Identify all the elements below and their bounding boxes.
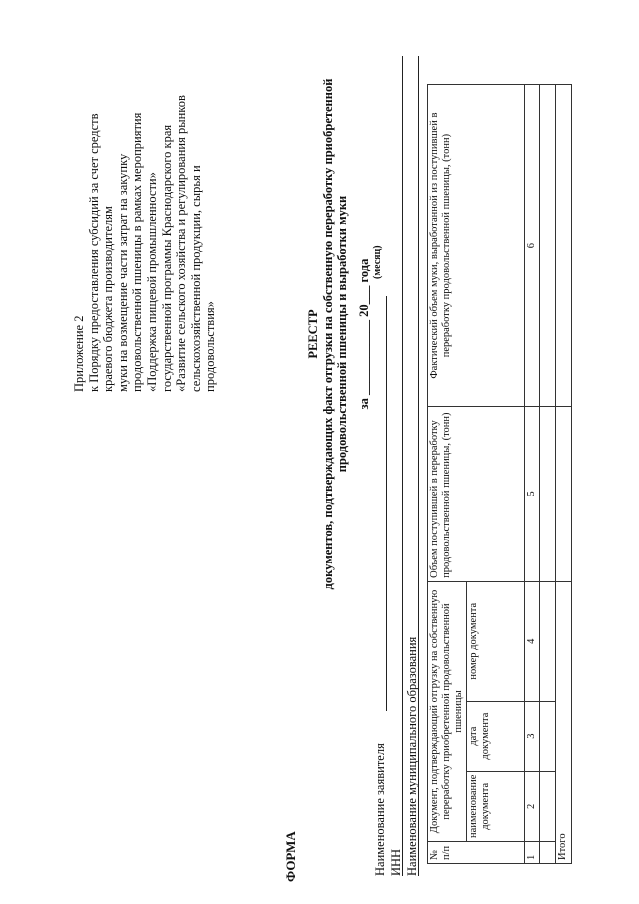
column-number: 4 [525,581,540,701]
document-title [306,14,350,654]
column-number: 5 [525,407,540,582]
header-num: № п/п [428,842,525,864]
total-actual [556,85,572,407]
appendix-line: к Порядку предоставления субсидий за счет средств [86,113,101,392]
appendix-line: «Развитие сельского хозяйства и регулирования рынков [174,95,189,392]
appendix-line: сельскохозяйственной продукции, сырья и [188,165,203,392]
table-cell [540,581,556,701]
column-number: 1 [525,842,540,864]
title-line: документов, подтверждающих факт отгрузки на собственную переработку приобретенной [320,78,335,590]
appendix-line: краевого бюджета производителям [101,206,116,392]
inn-field [389,849,404,876]
municipality-blank [418,56,419,876]
column-number: 6 [525,85,540,407]
applicant-blank [386,296,387,711]
appendix-line: продовольствия» [203,301,218,392]
appendix-block [72,92,218,392]
register-table [427,84,572,864]
appendix-line: муки на возмещение части затрат на закупку [115,153,130,392]
municipality-label: Наименование муниципального образования [405,636,419,876]
column-number: 2 [525,771,540,841]
table-cell [540,771,556,841]
total-label: Итого [556,581,572,863]
month-hint: (месяц) [372,245,383,279]
title-heading: РЕЕСТР [306,309,320,359]
appendix-line: Приложение 2 [72,315,86,392]
header-actual: Фактический объем муки, выработанной из поступившей в переработку продовольственной пшеницы, (тонн) [428,85,525,407]
column-number: 3 [525,701,540,771]
header-document-group: Документ, подтверждающий отгрузку на собственную переработку приобретенной продовольственной пшеницы [428,581,467,841]
applicant-field [373,743,388,876]
appendix-line: государственной программы Краснодарского края [159,124,174,392]
inn-blank [402,56,403,876]
table-cell [540,842,556,864]
appendix-line: продовольственной пшеницы в рамках мероприятия [130,112,145,392]
total-volume [556,407,572,582]
inn-label: ИНН [389,848,403,876]
header-doc-name: наименование документа [467,771,525,841]
header-doc-number: номер документа [467,581,525,701]
table-cell [540,85,556,407]
appendix-line: «Поддержка пищевой промышленности» [144,172,159,392]
applicant-label: Наименование заявителя [373,743,387,876]
header-volume: Объем поступившей в переработку продовольственной пшеницы, (тонн) [428,407,525,582]
form-label: ФОРМА [283,831,298,882]
title-line: продовольственной пшеницы и выработки муки [335,195,350,473]
table-cell [540,407,556,582]
header-doc-date: дата документа [467,701,525,771]
table-cell [540,701,556,771]
municipality-field [405,637,420,876]
period-text: за ____________ 20___ года [357,258,371,410]
